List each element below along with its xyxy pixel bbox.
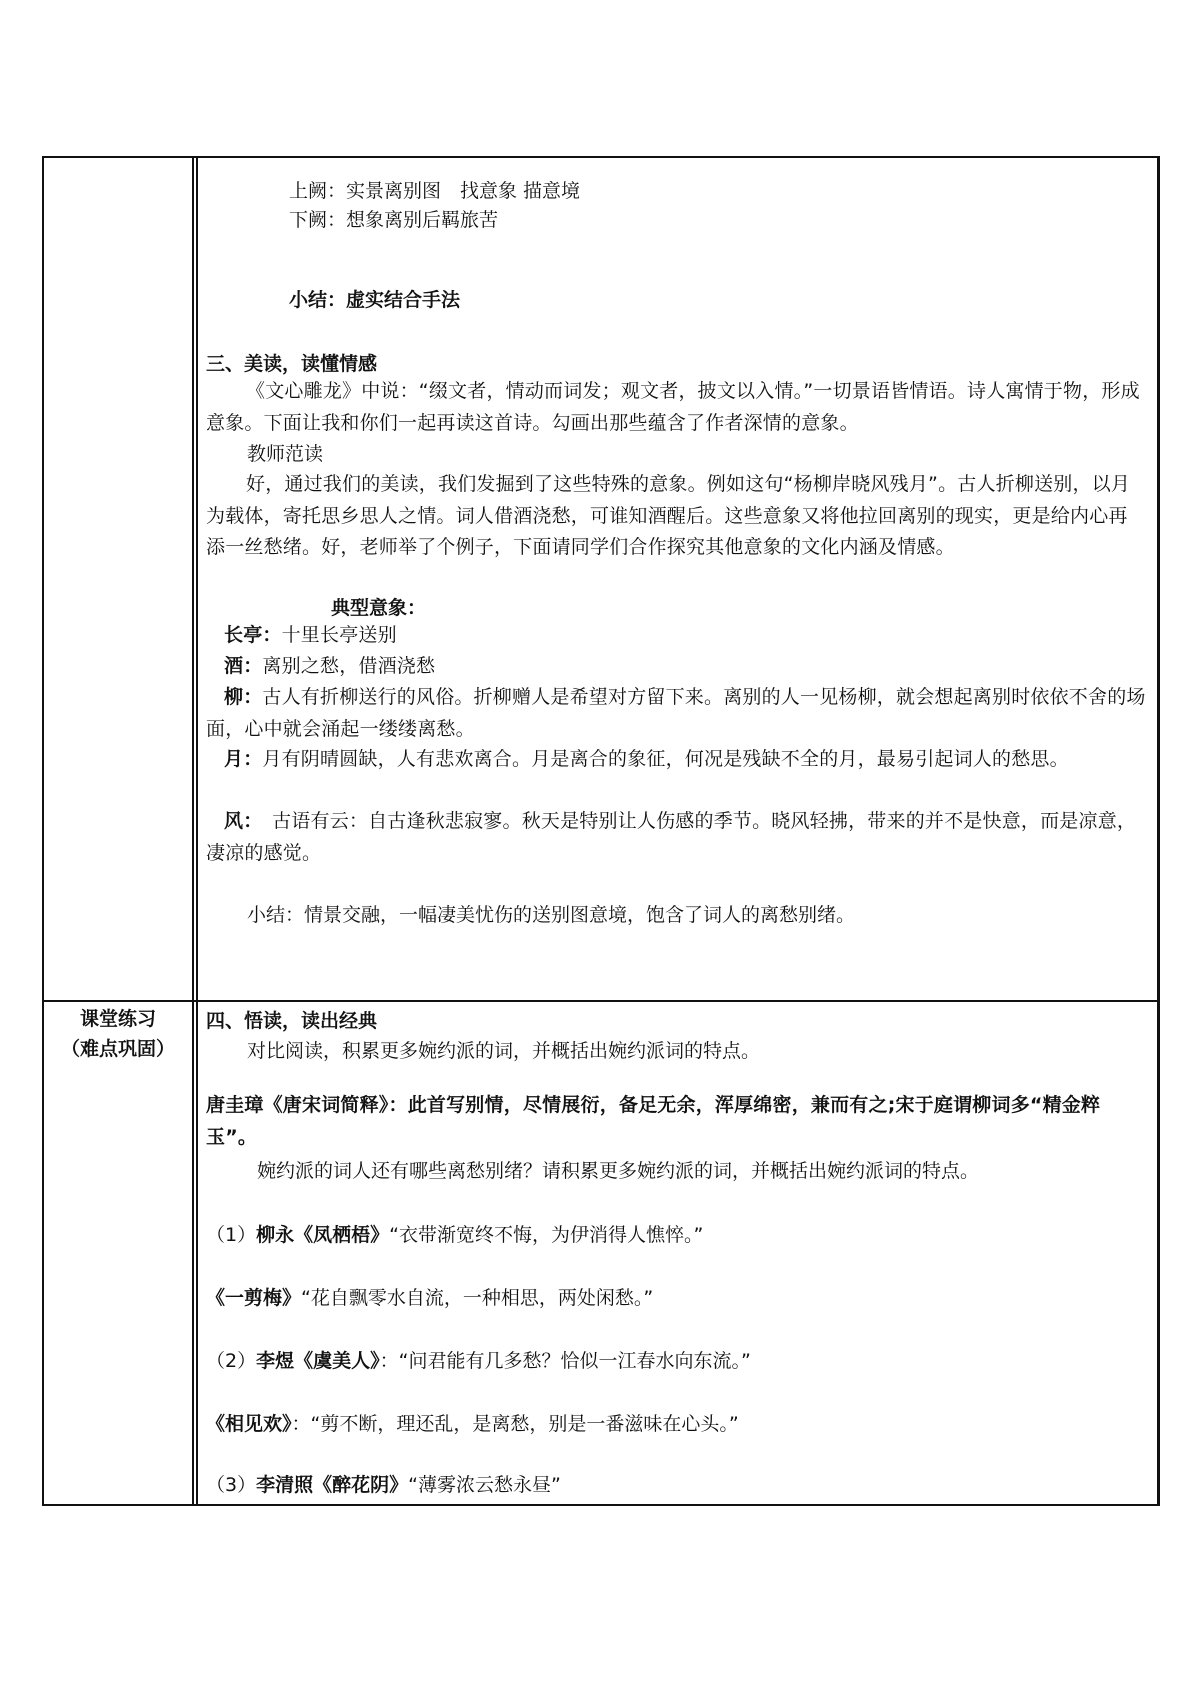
section-3-paragraph-2: 好，通过我们的美读，我们发掘到了这些特殊的意象。例如这句“杨柳岸晓风残月”。古人折柳送别，以月为载体，寄托思乡思人之情。词人借酒浇愁，可谁知酒醒后。这些意象又将他拉回离别的现实，更是给内心再添一丝愁绪。好，老师举了个例子，下面请同学们合作探究其他意象的文化内涵及情感。 [206, 473, 1131, 558]
poem-item [206, 1224, 703, 1247]
poem-item [206, 1413, 739, 1436]
column-divider-double [196, 156, 198, 1506]
summary-emotion: 小结：情景交融，一幅凄美忧伤的送别图意境，饱含了词人的离愁别绪。 [247, 904, 856, 926]
section-4-question: 婉约派的词人还有哪些离愁别绪？请积累更多婉约派的词，并概括出婉约派词的特点。 [257, 1160, 980, 1182]
imagery-term: 柳： [224, 686, 263, 708]
row-label [44, 1004, 192, 1064]
lower-que-line: 下阙：想象离别后羁旅苦 [289, 209, 499, 231]
imagery-item [206, 651, 1146, 683]
imagery-text: 十里长亭送别 [281, 624, 397, 646]
poem-title: 柳永《凤栖梧》 [256, 1224, 390, 1246]
upper-que-line: 上阙：实景离别图 找意象 描意境 [289, 180, 581, 202]
teacher-reading: 教师范读 [247, 443, 324, 465]
imagery-item [206, 806, 1146, 869]
imagery-text: 古人有折柳送行的风俗。折柳赠人是希望对方留下来。离别的人一见杨柳，就会想起离别时依依不舍的场面，心中就会涌起一缕缕离愁。 [206, 686, 1146, 740]
poem-quote: “剪不断，理还乱，是离愁，别是一番滋味在心头。” [310, 1413, 739, 1435]
imagery-text: 古语有云：自古逢秋悲寂寥。秋天是特别让人伤感的季节。晓风轻拂，带来的并不是快意，而是凉意，凄凉的感觉。 [206, 810, 1137, 864]
column-divider [192, 156, 194, 1506]
row-label-line-1: 课堂练习 [79, 1008, 156, 1030]
poem-sep: ： [291, 1413, 311, 1435]
poem-num: （1） [206, 1224, 257, 1246]
imagery-text: 月有阴晴圆缺，人有悲欢离合。月是离合的象征，何况是残缺不全的月，最易引起词人的愁思。 [262, 748, 1069, 770]
imagery-term: 风： [224, 810, 253, 832]
poem-title: 李煜《虞美人》 [256, 1350, 380, 1372]
poem-item [206, 1350, 751, 1373]
section-3-title: 三、美读，读懂情感 [206, 353, 378, 375]
poem-num: （3） [206, 1474, 257, 1496]
imagery-item [206, 744, 1146, 776]
poem-title: 李清照《醉花阴》 [256, 1474, 409, 1496]
poem-title: 《一剪梅》 [206, 1287, 302, 1309]
imagery-text: 离别之愁，借酒浇愁 [262, 655, 436, 677]
critic-quote: 唐圭璋《唐宋词简释》：此首写别情，尽情展衍，备足无余，浑厚绵密，兼而有之;宋于庭谓柳词多“精金粹玉”。 [206, 1094, 1101, 1148]
poem-quote: “问君能有几多愁？恰似一江春水向东流。” [398, 1350, 751, 1372]
row-label-line-2: （难点巩固） [60, 1038, 175, 1060]
poem-item [206, 1287, 653, 1310]
poem-quote: “薄雾浓云愁永昼” [408, 1474, 561, 1496]
imagery-term: 月： [224, 748, 263, 770]
imagery-term: 酒： [224, 655, 263, 677]
poem-quote: “花自飘零水自流，一种相思，两处闲愁。” [301, 1287, 654, 1309]
poem-num: （2） [206, 1350, 257, 1372]
poem-quote: “衣带渐宽终不悔，为伊消得人憔悴。” [389, 1224, 704, 1246]
typical-imagery-title: 典型意象： [331, 597, 427, 619]
section-3-paragraph-1: 《文心雕龙》中说：“缀文者，情动而词发；观文者，披文以入情。”一切景语皆情语。诗人寓情于物，形成意象。下面让我和你们一起再读这首诗。勾画出那些蕴含了作者深情的意象。 [206, 380, 1140, 434]
poem-item [206, 1474, 561, 1497]
imagery-item [206, 682, 1146, 745]
imagery-item [206, 620, 1146, 652]
imagery-term: 长亭： [224, 624, 282, 646]
row-divider [42, 1000, 1160, 1002]
summary-virtual-real: 小结：虚实结合手法 [289, 289, 461, 311]
poem-title: 《相见欢》 [206, 1413, 292, 1435]
section-4-intro: 对比阅读，积累更多婉约派的词，并概括出婉约派词的特点。 [247, 1040, 761, 1062]
poem-sep: ： [379, 1350, 399, 1372]
section-4-title: 四、悟读，读出经典 [206, 1010, 378, 1032]
